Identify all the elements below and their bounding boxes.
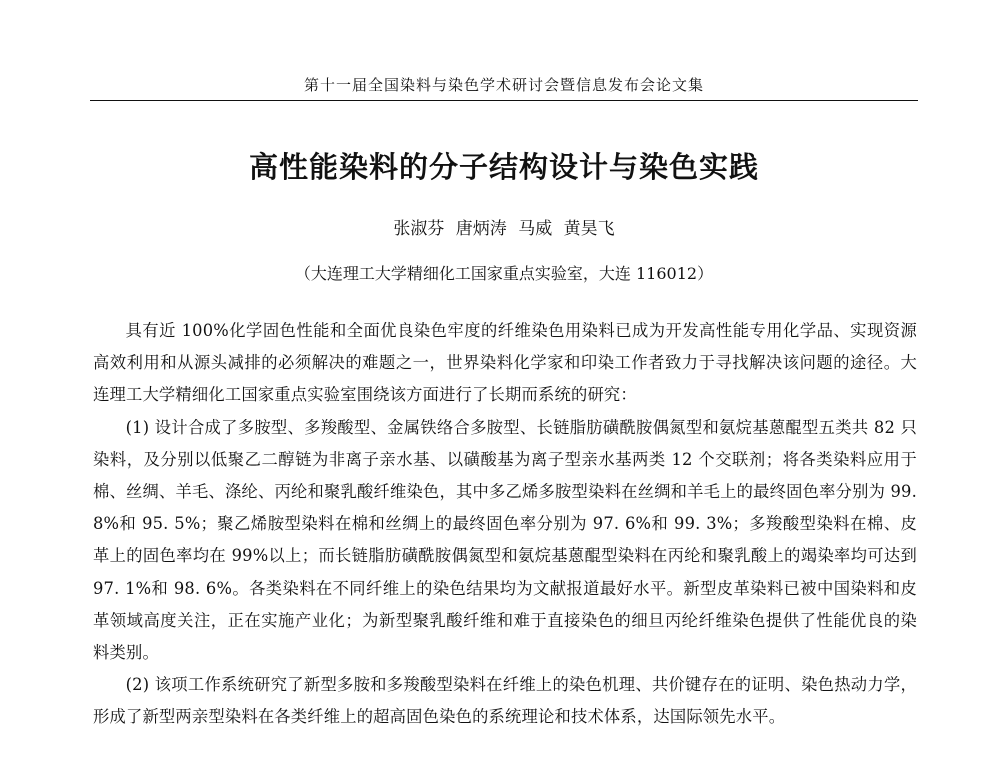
body-paragraph-2: (2) 该项工作系统研究了新型多胺和多羧酸型染料在纤维上的染色机理、共价键存在的证明、染色热动力学，形成了新型两亲型染料在各类纤维上的超高固色染色的系统理论和技术体系，达国际领先水平。 xyxy=(93,675,917,727)
author-list: 张淑芬 唐炳涛 马威 黄昊飞 xyxy=(393,219,615,239)
body-paragraph-intro: 具有近 100%化学固色性能和全面优良染色牢度的纤维染色用染料已成为开发高性能专用化学品、实现资源高效利用和从源头减排的必须解决的难题之一，世界染料化学家和印染工作者致力于寻找解决该问题的途径。大连理工大学精细化工国家重点实验室围绕该方面进行了长期而系统的研究： xyxy=(93,321,917,405)
body-paragraph-1: (1) 设计合成了多胺型、多羧酸型、金属铁络合多胺型、长链脂肪磺酰胺偶氮型和氨烷基蒽醌型五类共 82 只染料，及分别以低聚乙二醇链为非离子亲水基、以磺酸基为离子型亲水基两类 12 个交联剂；将各类染料应用于棉、丝绸、羊毛、涤纶、丙纶和聚乳酸纤维染色，其中多乙烯多胺型染料在丝绸和羊毛上的最终固色率分别为 99. 8%和 95. 5%；聚乙烯胺型染料在棉和丝绸上的最终固色率分别为 97. 6%和 99. 3%；多羧酸型染料在棉、皮革上的固色率均在 99%以上；而长链脂肪磺酰胺偶氮型和氨烷基蒽醌型染料在丙纶和聚乳酸上的竭染率均可达到 97. 1%和 98. 6%。各类染料在不同纤维上的染色结果均为文献报道最好水平。新型皮革染料已被中国染料和皮革领域高度关注，正在实施产业化；为新型聚乳酸纤维和难于直接染色的细旦丙纶纤维染色提供了性能优良的染料类别。 xyxy=(93,417,917,663)
article-title: 高性能染料的分子结构设计与染色实践 xyxy=(248,150,759,184)
running-header: 第十一届全国染料与染色学术研讨会暨信息发布会论文集 xyxy=(303,76,704,94)
article-body xyxy=(93,315,917,734)
affiliation: （大连理工大学精细化工国家重点实验室，大连 116012） xyxy=(294,264,714,283)
header-divider xyxy=(90,100,918,101)
